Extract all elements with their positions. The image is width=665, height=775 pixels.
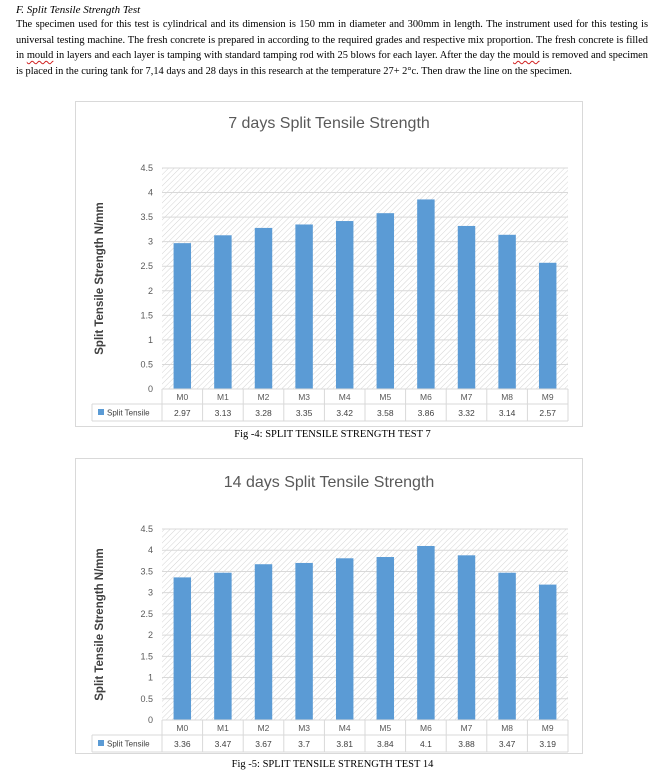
x-category-label: M6 bbox=[419, 723, 432, 733]
data-value-label: 3.86 bbox=[417, 408, 435, 418]
bar bbox=[255, 564, 272, 720]
y-tick-label: 2.5 bbox=[140, 261, 153, 272]
bar bbox=[295, 563, 312, 720]
x-category-label: M7 bbox=[460, 392, 473, 402]
data-value-label: 2.97 bbox=[174, 408, 191, 418]
data-value-label: 3.14 bbox=[498, 408, 516, 418]
bar bbox=[336, 558, 353, 720]
y-tick-label: 2 bbox=[147, 630, 153, 641]
x-category-label: M1 bbox=[216, 392, 229, 402]
bar bbox=[458, 226, 475, 389]
x-category-label: M2 bbox=[257, 723, 270, 733]
data-value-label: 3.36 bbox=[174, 739, 191, 749]
data-value-label: 3.35 bbox=[295, 408, 313, 418]
y-tick-label: 0.5 bbox=[140, 359, 153, 370]
x-category-label: M5 bbox=[379, 723, 392, 733]
y-axis-label: Split Tensile Strength N/mm bbox=[94, 202, 106, 355]
data-value-label: 3.47 bbox=[214, 739, 232, 749]
x-category-label: M8 bbox=[501, 723, 514, 733]
x-category-label: M5 bbox=[379, 392, 392, 402]
data-value-label: 3.28 bbox=[255, 408, 272, 418]
x-category-label: M0 bbox=[176, 723, 189, 733]
bar bbox=[255, 228, 272, 389]
bar bbox=[174, 577, 191, 720]
data-value-label: 3.84 bbox=[377, 739, 394, 749]
chart-7-days bbox=[76, 102, 582, 426]
x-category-label: M6 bbox=[419, 392, 432, 402]
spelling-flag-word: mould bbox=[26, 50, 54, 62]
spelling-flag-word: mould bbox=[512, 50, 540, 62]
data-value-label: 3.58 bbox=[377, 408, 394, 418]
legend-key bbox=[98, 740, 104, 746]
bar bbox=[336, 221, 353, 389]
paragraph-text-3: is removed and specimen is placed in the curing tank for 7,14 days and 28 days in this research at the temperature 27+ 2°c. Then draw the line on the specimen. bbox=[16, 50, 648, 77]
y-axis-label: Split Tensile Strength N/mm bbox=[94, 548, 106, 701]
x-category-label: M4 bbox=[338, 723, 351, 733]
y-tick-label: 4.5 bbox=[140, 524, 153, 534]
bar bbox=[539, 585, 556, 720]
y-tick-label: 1.5 bbox=[140, 310, 153, 321]
bar bbox=[295, 224, 312, 389]
chart-frame-14-days bbox=[75, 458, 583, 754]
bar bbox=[498, 235, 515, 389]
x-category-label: M4 bbox=[338, 392, 351, 402]
y-tick-label: 2.5 bbox=[140, 608, 153, 619]
chart-frame-7-days bbox=[75, 101, 583, 427]
data-value-label: 3.81 bbox=[336, 739, 353, 749]
y-tick-label: 3.5 bbox=[140, 566, 153, 577]
y-tick-label: 0.5 bbox=[140, 693, 153, 704]
figure-caption-14-days: Fig -5: SPLIT TENSILE STRENGTH TEST 14 bbox=[231, 759, 434, 770]
data-value-label: 3.32 bbox=[458, 408, 475, 418]
bar bbox=[417, 199, 434, 389]
paragraph-text-1: The specimen used for this test is cylindrical and its dimension is 150 mm in diameter and 300mm in length. The instrument used for this testing is universal testing machine. The fresh concrete is prepared in according to the required grades and respective mix proportion. The fresh concrete is filled in bbox=[16, 19, 648, 62]
data-value-label: 3.67 bbox=[255, 739, 272, 749]
x-category-label: M9 bbox=[541, 392, 554, 402]
data-value-label: 3.19 bbox=[539, 739, 556, 749]
bar bbox=[377, 557, 394, 720]
bar bbox=[498, 573, 515, 720]
bar bbox=[214, 573, 231, 720]
data-value-label: 3.13 bbox=[214, 408, 232, 418]
bar bbox=[214, 235, 231, 389]
x-category-label: M0 bbox=[176, 392, 189, 402]
y-tick-label: 1 bbox=[147, 672, 153, 683]
bar bbox=[377, 213, 394, 389]
y-tick-label: 4 bbox=[147, 545, 153, 556]
data-value-label: 3.47 bbox=[498, 739, 516, 749]
data-value-label: 4.1 bbox=[419, 739, 432, 749]
y-tick-label: 4 bbox=[147, 187, 153, 198]
bar bbox=[174, 243, 191, 389]
chart-title: 7 days Split Tensile Strength bbox=[228, 115, 430, 132]
x-category-label: M7 bbox=[460, 723, 473, 733]
y-tick-label: 3.5 bbox=[140, 212, 153, 223]
data-value-label: 3.7 bbox=[298, 739, 311, 749]
y-tick-label: 1.5 bbox=[140, 651, 153, 662]
y-tick-label: 3 bbox=[147, 236, 153, 247]
legend-series-name: Split Tensile bbox=[107, 408, 150, 418]
y-tick-label: 4.5 bbox=[140, 163, 153, 173]
bar bbox=[458, 555, 475, 720]
x-category-label: M3 bbox=[298, 723, 311, 733]
y-tick-label: 3 bbox=[147, 587, 153, 598]
x-category-label: M8 bbox=[501, 392, 514, 402]
legend-series-name: Split Tensile bbox=[107, 739, 150, 749]
section-heading: F. Split Tensile Strength Test bbox=[16, 4, 141, 16]
y-tick-label: 0 bbox=[147, 384, 153, 394]
body-paragraph bbox=[16, 17, 648, 79]
x-category-label: M9 bbox=[541, 723, 554, 733]
y-tick-label: 2 bbox=[147, 285, 153, 296]
x-category-label: M2 bbox=[257, 392, 270, 402]
figure-caption-7-days: Fig -4: SPLIT TENSILE STRENGTH TEST 7 bbox=[234, 429, 431, 440]
data-value-label: 3.88 bbox=[458, 739, 475, 749]
y-tick-label: 1 bbox=[147, 334, 153, 345]
x-category-label: M3 bbox=[298, 392, 311, 402]
chart-14-days bbox=[76, 459, 582, 753]
y-tick-label: 0 bbox=[147, 715, 153, 725]
legend-key bbox=[98, 409, 104, 415]
paragraph-text-2: in layers and each layer is tamping with standard tamping rod with 25 blows for each layer. After the day the bbox=[53, 50, 513, 62]
chart-title: 14 days Split Tensile Strength bbox=[223, 474, 435, 491]
data-value-label: 2.57 bbox=[539, 408, 556, 418]
bar bbox=[417, 546, 434, 720]
x-category-label: M1 bbox=[216, 723, 229, 733]
bar bbox=[539, 263, 556, 389]
data-value-label: 3.42 bbox=[336, 408, 353, 418]
